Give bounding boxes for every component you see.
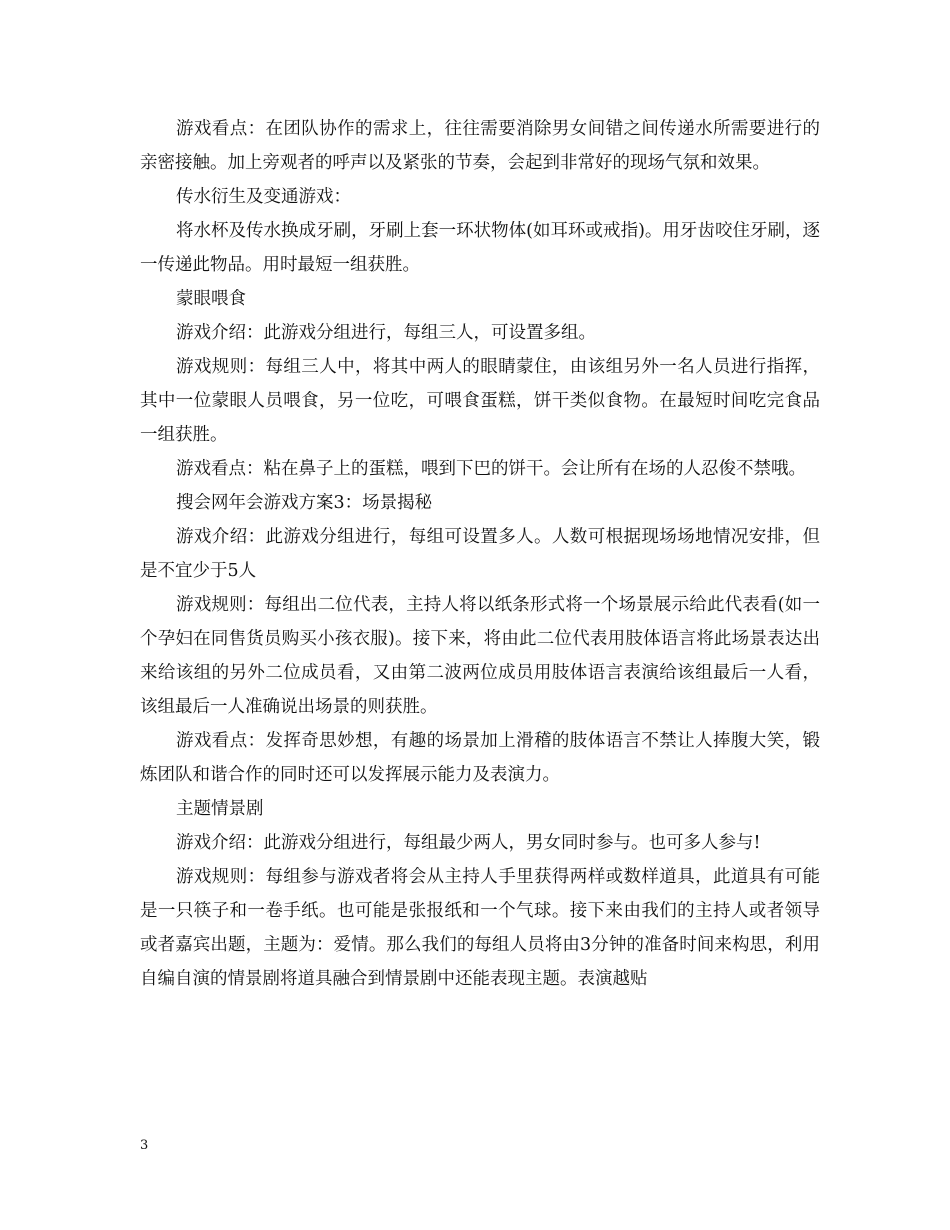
paragraph-7: 游戏看点：粘在鼻子上的蛋糕，喂到下巴的饼干。会让所有在场的人忍俊不禁哦。 [176,459,806,479]
paragraph-2: 传水衍生及变通游戏： [176,187,351,207]
paragraph-13: 游戏介绍：此游戏分组进行，每组最少两人，男女同时参与。也可多人参与! [176,833,761,853]
paragraph-5: 游戏介绍：此游戏分组进行，每组三人，可设置多组。 [176,323,596,343]
paragraph-1: 游戏看点：在团队协作的需求上，往往需要消除男女间错之间传递水所需要进行的亲密接触。加上旁观者的呼声以及紧张的节奏，会起到非常好的现场气氛和效果。 [140,119,820,173]
paragraph-11: 游戏看点：发挥奇思妙想，有趣的场景加上滑稽的肢体语言不禁让人捧腹大笑，锻炼团队和谐合作的同时还可以发挥展示能力及表演力。 [140,731,820,785]
paragraph-6: 游戏规则：每组三人中，将其中两人的眼睛蒙住，由该组另外一名人员进行指挥，其中一位蒙眼人员喂食，另一位吃，可喂食蛋糕，饼干类似食物。在最短时间吃完食品一组获胜。 [140,357,820,445]
section-heading-blindfold-feeding: 蒙眼喂食 [176,289,246,309]
section-heading-scene-reveal: 搜会网年会游戏方案3：场景揭秘 [176,493,433,513]
page-body [140,112,820,996]
section-heading-theme-skit: 主题情景剧 [176,799,264,819]
page-number: 3 [140,1138,149,1153]
paragraph-14: 游戏规则：每组参与游戏者将会从主持人手里获得两样或数样道具，此道具有可能是一只筷子和一卷手纸。也可能是张报纸和一个气球。接下来由我们的主持人或者领导或者嘉宾出题，主题为：爱情。那么我们的每组人员将由3分钟的准备时间来构思，利用自编自演的情景剧将道具融合到情景剧中还能表现主题。表演越贴 [140,867,820,989]
paragraph-3: 将水杯及传水换成牙刷，牙刷上套一环状物体(如耳环或戒指)。用牙齿咬住牙刷，逐一传递此物品。用时最短一组获胜。 [140,221,820,275]
paragraph-9: 游戏介绍：此游戏分组进行，每组可设置多人。人数可根据现场场地情况安排，但是不宜少于5人 [140,527,820,581]
paragraph-10: 游戏规则：每组出二位代表，主持人将以纸条形式将一个场景展示给此代表看(如一个孕妇在同售货员购买小孩衣服)。接下来，将由此二位代表用肢体语言将此场景表达出来给该组的另外二位成员看，又由第二波两位成员用肢体语言表演给该组最后一人看，该组最后一人准确说出场景的则获胜。 [140,595,820,717]
